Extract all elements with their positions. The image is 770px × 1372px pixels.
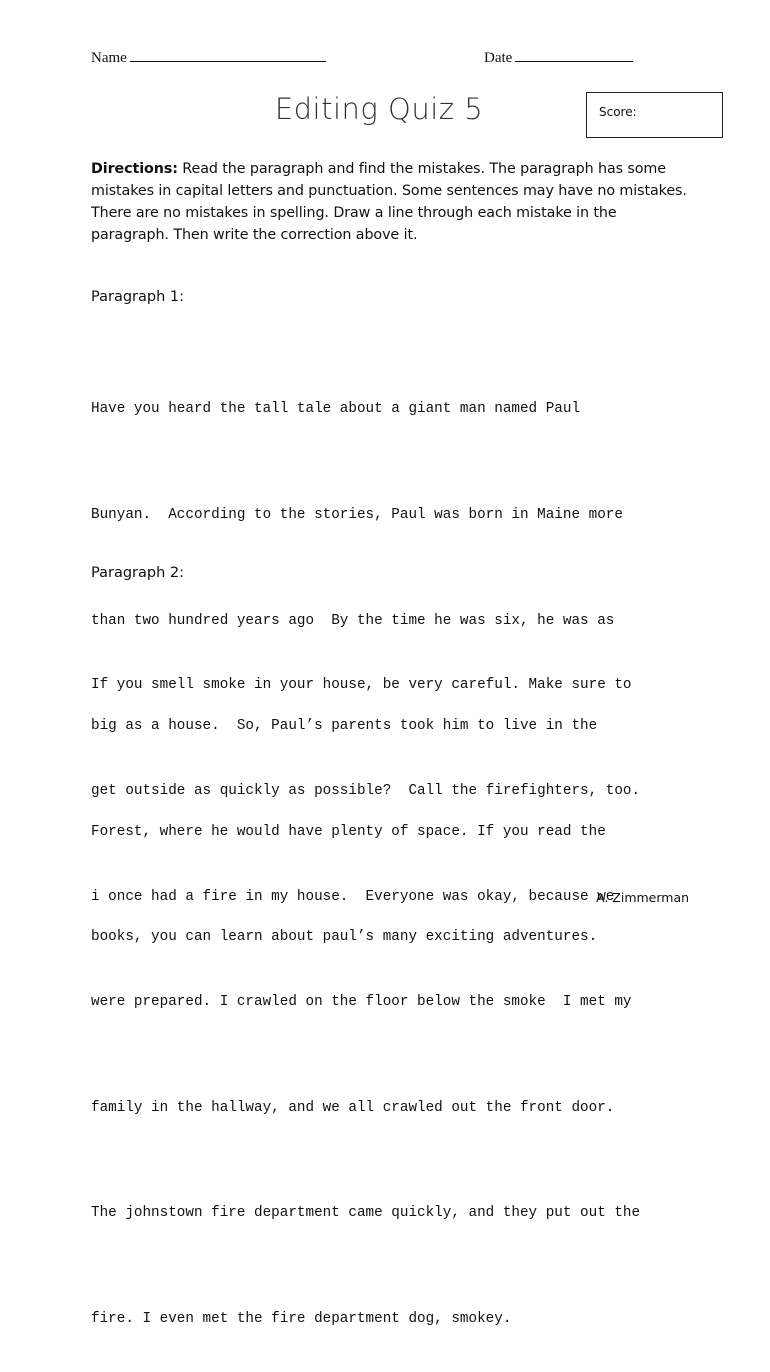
- paragraph1-heading: Paragraph 1:: [91, 289, 184, 305]
- page-title: Editing Quiz 5: [274, 92, 484, 126]
- date-field: [484, 47, 633, 67]
- date-blank[interactable]: [515, 47, 633, 62]
- author-credit: A. Zimmerman: [596, 890, 690, 905]
- directions: [91, 158, 691, 246]
- score-label: Score:: [599, 105, 637, 119]
- directions-label: Directions:: [91, 161, 178, 177]
- paragraph2-heading: Paragraph 2:: [91, 565, 184, 581]
- paragraph2-body: [91, 598, 640, 1372]
- score-box[interactable]: [586, 92, 723, 138]
- name-field: [91, 47, 326, 67]
- paragraph1-line: books, you can learn about paul’s many exciting adventures.: [91, 929, 598, 946]
- date-label: Date: [484, 50, 513, 66]
- paragraph2-line: If you smell smoke in your house, be very careful. Make sure to: [91, 677, 632, 694]
- paragraph2-line: i once had a fire in my house. Everyone was okay, because we: [91, 888, 615, 905]
- paragraph2-line: were prepared. I crawled on the floor below the smoke I met my: [91, 994, 632, 1011]
- name-label: Name: [91, 50, 127, 66]
- paragraph1-line: Forest, where he would have plenty of space. If you read the: [91, 823, 606, 840]
- paragraph2-line: family in the hallway, and we all crawled out the front door.: [91, 1099, 615, 1116]
- paragraph2-line: fire. I even met the fire department dog, smokey.: [91, 1311, 512, 1328]
- paragraph1-line: Have you heard the tall tale about a giant man named Paul: [91, 401, 581, 418]
- paragraph1-line: than two hundred years ago By the time he was six, he was as: [91, 612, 615, 629]
- paragraph1-line: big as a house. So, Paul’s parents took him to live in the: [91, 718, 598, 735]
- directions-text: Read the paragraph and find the mistakes. The paragraph has some mistakes in capital letters and punctuation. Some sentences may have no mistakes. There are no mistakes in spelling. Draw a line through each mistake in the paragraph. Then write the correction above it.: [91, 161, 687, 243]
- paragraph1-line: Bunyan. According to the stories, Paul was born in Maine more: [91, 507, 623, 524]
- name-blank[interactable]: [130, 47, 326, 62]
- paragraph2-line: get outside as quickly as possible? Call the firefighters, too.: [91, 783, 641, 800]
- paragraph2-line: The johnstown fire department came quickly, and they put out the: [91, 1205, 641, 1222]
